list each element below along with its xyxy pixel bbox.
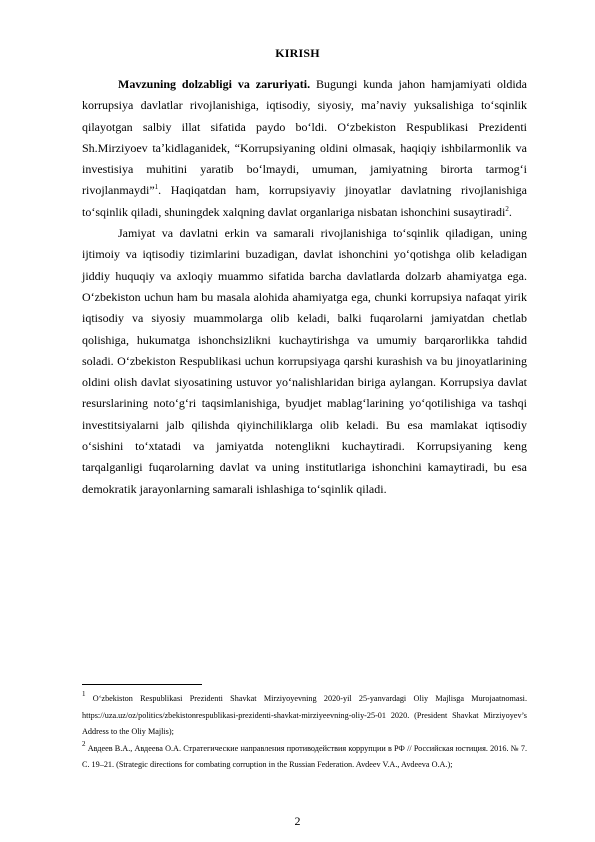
section-heading: KIRISH (275, 46, 320, 60)
footnote-text: Oʻzbekiston Respublikasi Prezidenti Shavkat Mirziyoyevning 2020-yil 25-yanvardagi Oliy Majlisga Murojaatnomasi. https://uza.uz/oz/politics/zbekistonrespublikasi-prezidenti-shavkat-mirziyeevning-oliy-25-01 2020. (President Shavkat Mirziyoyev’s Address to the Oliy Majlis); (82, 694, 527, 736)
footnote-divider (82, 684, 202, 685)
footnote-number: 2 (82, 739, 86, 748)
page-number: 2 (294, 814, 301, 828)
main-text (82, 74, 527, 500)
footnote-1 (82, 691, 527, 741)
paragraph-text-continued: . Haqiqatdan ham, korrupsiyaviy jinoyatlar davlatning rivojlanishiga toʻsqinlik qiladi, shuningdek xalqning davlat organlariga nisbatan ishonchini susaytiradi (82, 183, 527, 219)
paragraph-text: Bugungi kunda jahon hamjamiyati oldida korrupsiya davlatlar rivojlanishiga, iqtisodiy, siyosiy, maʼnaviy yuksalishiga toʻsqinlik qilayotgan salbiy illat sifatida paydo boʻldi. Oʻzbekiston Respublikasi Prezidenti Sh.Mirziyoev taʼkidlaganidek, “Korrupsiyaning oldini olmasak, haqiqiy ishbilarmonlik va investisiya muhitini yaratib boʻlmaydi, umuman, jamiyatning birorta tarmogʻi rivojlanmaydi” (82, 77, 527, 198)
footnote-text: Авдеев В.А., Авдеева О.А. Стратегические направления противодействия коррупции в РФ // Российская юстиция. 2016. № 7. С. 19–21. (Strategic directions for combating corruption in the Russian Federation. Avdeev V.A., Avdeeva O.A.); (82, 743, 527, 769)
footnotes (82, 691, 527, 774)
footnote-number: 1 (82, 690, 86, 698)
footnote-2 (82, 741, 527, 774)
footnote-ref-2[interactable]: 2 (505, 204, 509, 213)
paragraph-relevance (82, 74, 527, 223)
paragraph-society: Jamiyat va davlatni erkin va samarali rivojlanishiga toʻsqinlik qiladigan, uning ijtimoiy va iqtisodiy tizimlarini buzadigan, davlat ishonchini yoʻqotishga olib keladigan jiddiy huquqiy va axloqiy muammo sifatida barcha davlatlarda dolzarb ahamiyatga ega. Oʻzbekiston uchun ham bu masala alohida ahamiyatga ega, chunki korrupsiya nafaqat yirik iqtisodiy va siyosiy muammolarga olib keladi, balki fuqarolarni jamiyatdan chetlab qolishiga, hukumatga ishonchsizlikni kuchaytirishga va umumiy barqarorlikka tahdid soladi. Oʻzbekiston Respublikasi uchun korrupsiyaga qarshi kurashish va bu jinoyatlarining oldini olish davlat siyosatining ustuvor yoʻnalishlaridan biriga aylangan. Korrupsiya davlat resurslarining notoʻgʻri taqsimlanishiga, byudjet mablagʻlarining yoʻqotilishiga va tashqi investitsiyalarni jalb qilishda qiyinchiliklarga olib keladi. Bu esa mamlakat iqtisodiy oʻsishini toʻxtatadi va jamiyatda notenglikni kuchaytiradi. Korrupsiyaning keng tarqalganligi fuqarolarning davlat va uning institutlariga ishonchini kamaytiradi, bu esa demokratik jarayonlarning samarali ishlashiga toʻsqinlik qiladi. (82, 226, 527, 496)
paragraph-end: . (508, 204, 512, 219)
paragraph-lead: Mavzuning dolzabligi va zaruriyati. (118, 77, 311, 91)
footnote-ref-1[interactable]: 1 (154, 183, 159, 192)
